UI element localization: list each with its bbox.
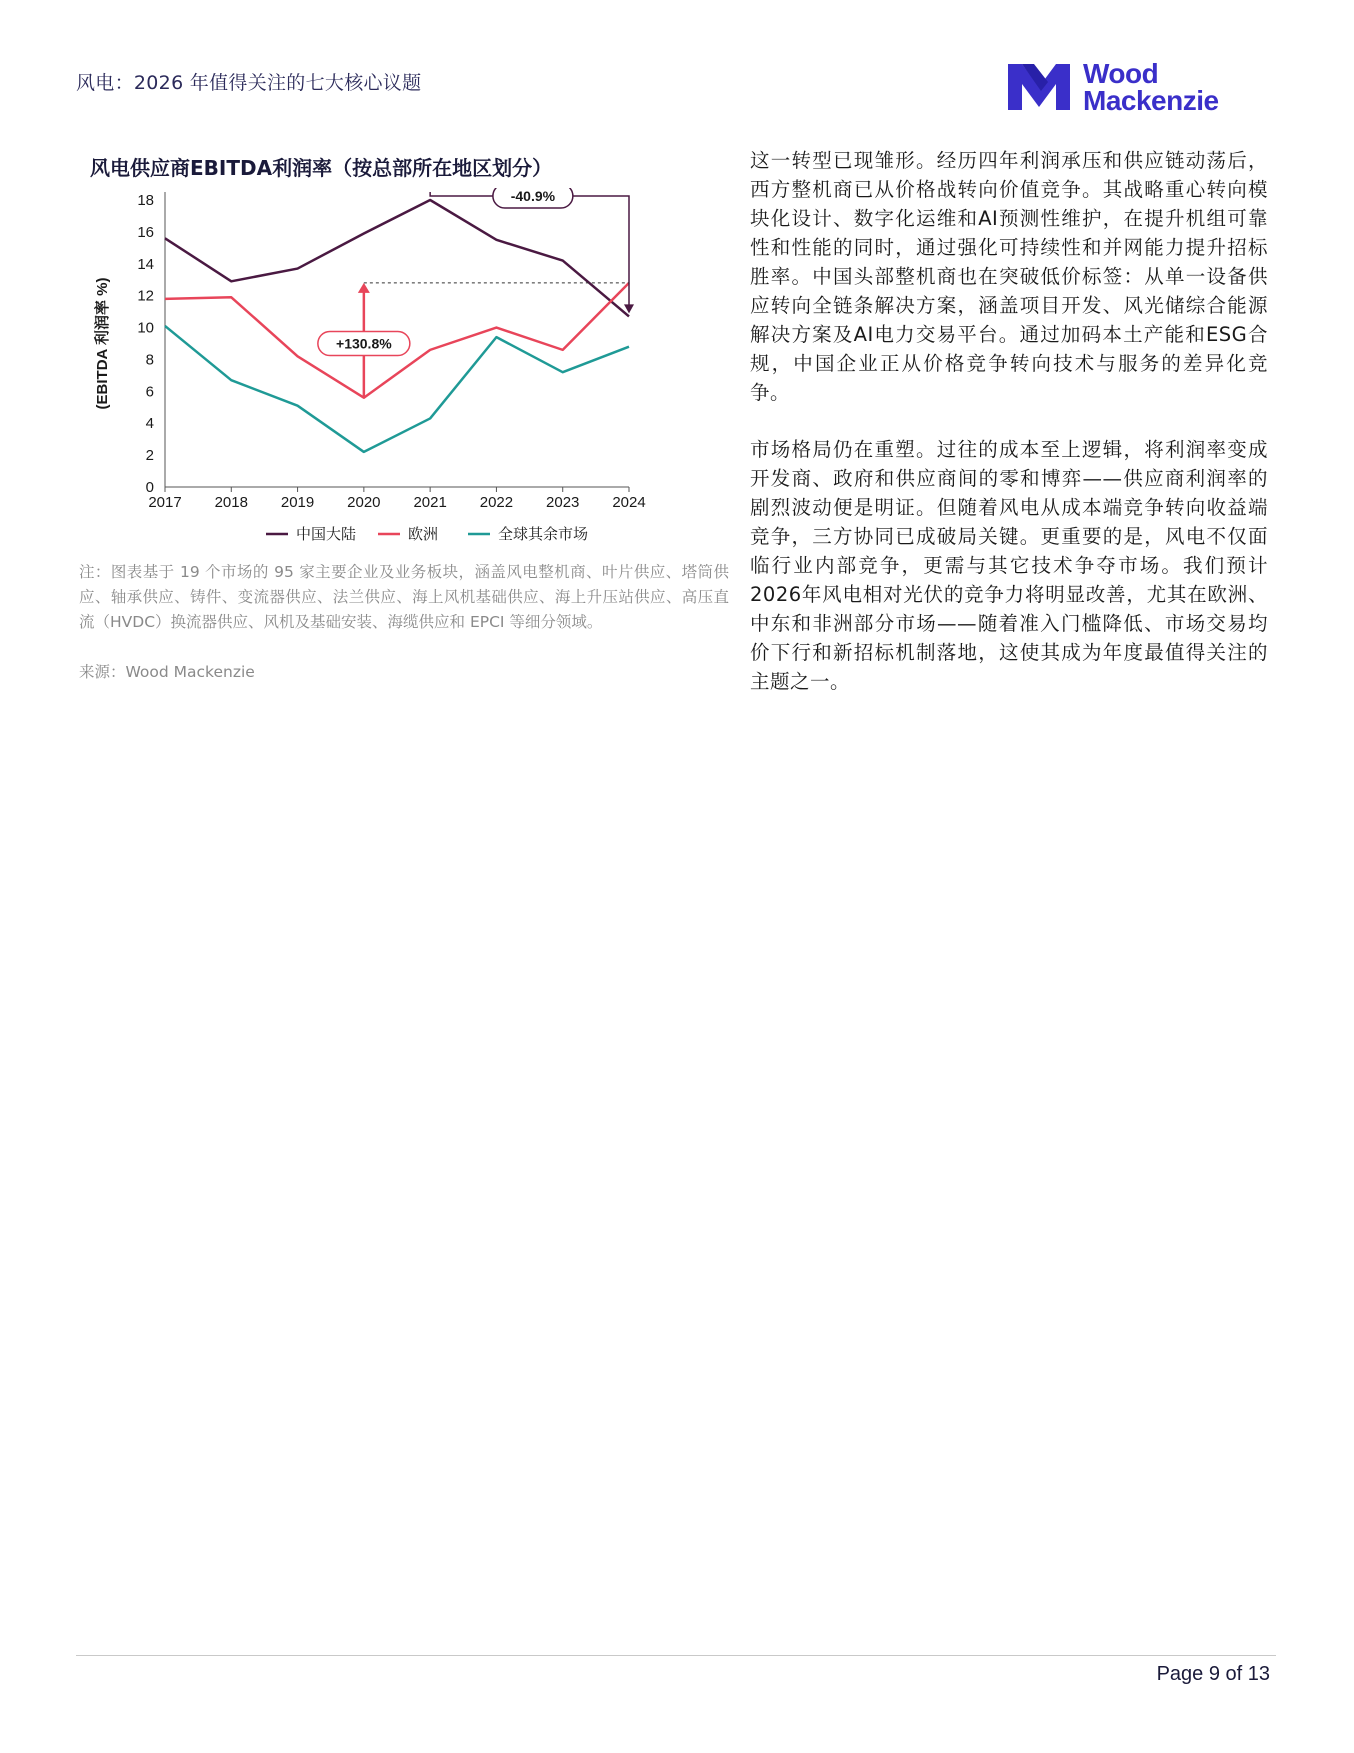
y-tick-label: 16 [137, 223, 154, 241]
x-tick-label: 2024 [612, 494, 646, 511]
wood-mackenzie-logo-icon [1008, 64, 1070, 110]
x-tick-label: 2020 [347, 494, 381, 511]
annotation-arrowhead-europe [358, 283, 370, 293]
logo-line-2: Mackenzie [1083, 85, 1219, 116]
chart-title: 风电供应商EBITDA利润率（按总部所在地区划分） [90, 156, 553, 180]
chart-note: 注：图表基于 19 个市场的 95 家主要企业及业务板块，涵盖风电整机商、叶片供应、塔筒供应、轴承供应、铸件、变流器供应、法兰供应、海上风机基础供应、海上升压站供应、高压直流（HVDC）换流器供应、风机及基础安装、海缆供应和 EPCI 等细分领域。 [79, 563, 729, 631]
logo-line-1: Wood [1083, 58, 1159, 89]
footer-divider [76, 1655, 1276, 1656]
y-tick-label: 0 [145, 479, 154, 496]
y-tick-label: 12 [137, 287, 154, 305]
x-tick-label: 2019 [280, 494, 315, 511]
chart-source: 来源：Wood Mackenzie [79, 663, 255, 681]
body-text-column [750, 146, 1268, 724]
y-axis-title: (EBITDA 利润率 %) [94, 277, 111, 410]
body-paragraph: 市场格局仍在重塑。过往的成本至上逻辑，将利润率变成开发商、政府和供应商间的零和博弈——供应商利润率的剧烈波动便是明证。但随着风电从成本端竞争转向收益端竞争，三方协同已成破局关键。更重要的是，风电不仅面临行业内部竞争，更需与其它技术争夺市场。我们预计2026年风电相对光伏的竞争力将明显改善，尤其在欧洲、中东和非洲部分市场——随着准入门槛降低、市场交易均价下行和新招标机制落地，这使其成为年度最值得关注的主题之一。 [750, 438, 1268, 693]
brand-logo [1008, 58, 1238, 116]
ebitda-line-chart [76, 188, 736, 553]
x-tick-label: 2018 [214, 494, 248, 511]
x-tick-label: 2017 [148, 494, 182, 511]
legend-label-1: 中国大陆 [296, 525, 357, 543]
logo-wordmark [1083, 60, 1219, 114]
page-header-title: 风电：2026 年值得关注的七大核心议题 [76, 72, 422, 94]
x-tick-label: 2022 [479, 494, 514, 511]
annotation-label-europe: +130.8% [336, 335, 392, 352]
y-tick-label: 4 [145, 415, 154, 433]
y-tick-label: 6 [145, 383, 154, 401]
page-number: Page 9 of 13 [1156, 1663, 1270, 1685]
legend-label-3: 全球其余市场 [498, 525, 589, 543]
body-paragraph: 这一转型已现雏形。经历四年利润承压和供应链动荡后，西方整机商已从价格战转向价值竞争。其战略重心转向模块化设计、数字化运维和AI预测性维护，在提升机组可靠性和性能的同时，通过强化可持续性和并网能力提升招标胜率。中国头部整机商也在突破低价标签：从单一设备供应转向全链条解决方案，涵盖项目开发、风光储综合能源解决方案及AI电力交易平台。通过加码本土产能和ESG合规，中国企业正从价格竞争转向技术与服务的差异化竞争。 [750, 149, 1268, 404]
x-tick-label: 2021 [413, 494, 447, 511]
x-tick-label: 2023 [546, 494, 580, 511]
y-tick-label: 10 [137, 319, 154, 337]
annotation-label-china: -40.9% [510, 188, 556, 204]
y-tick-label: 2 [145, 447, 154, 465]
y-tick-label: 18 [137, 192, 154, 209]
y-tick-label: 14 [137, 255, 154, 273]
legend-label-2: 欧洲 [408, 525, 439, 543]
y-tick-label: 8 [145, 351, 154, 369]
